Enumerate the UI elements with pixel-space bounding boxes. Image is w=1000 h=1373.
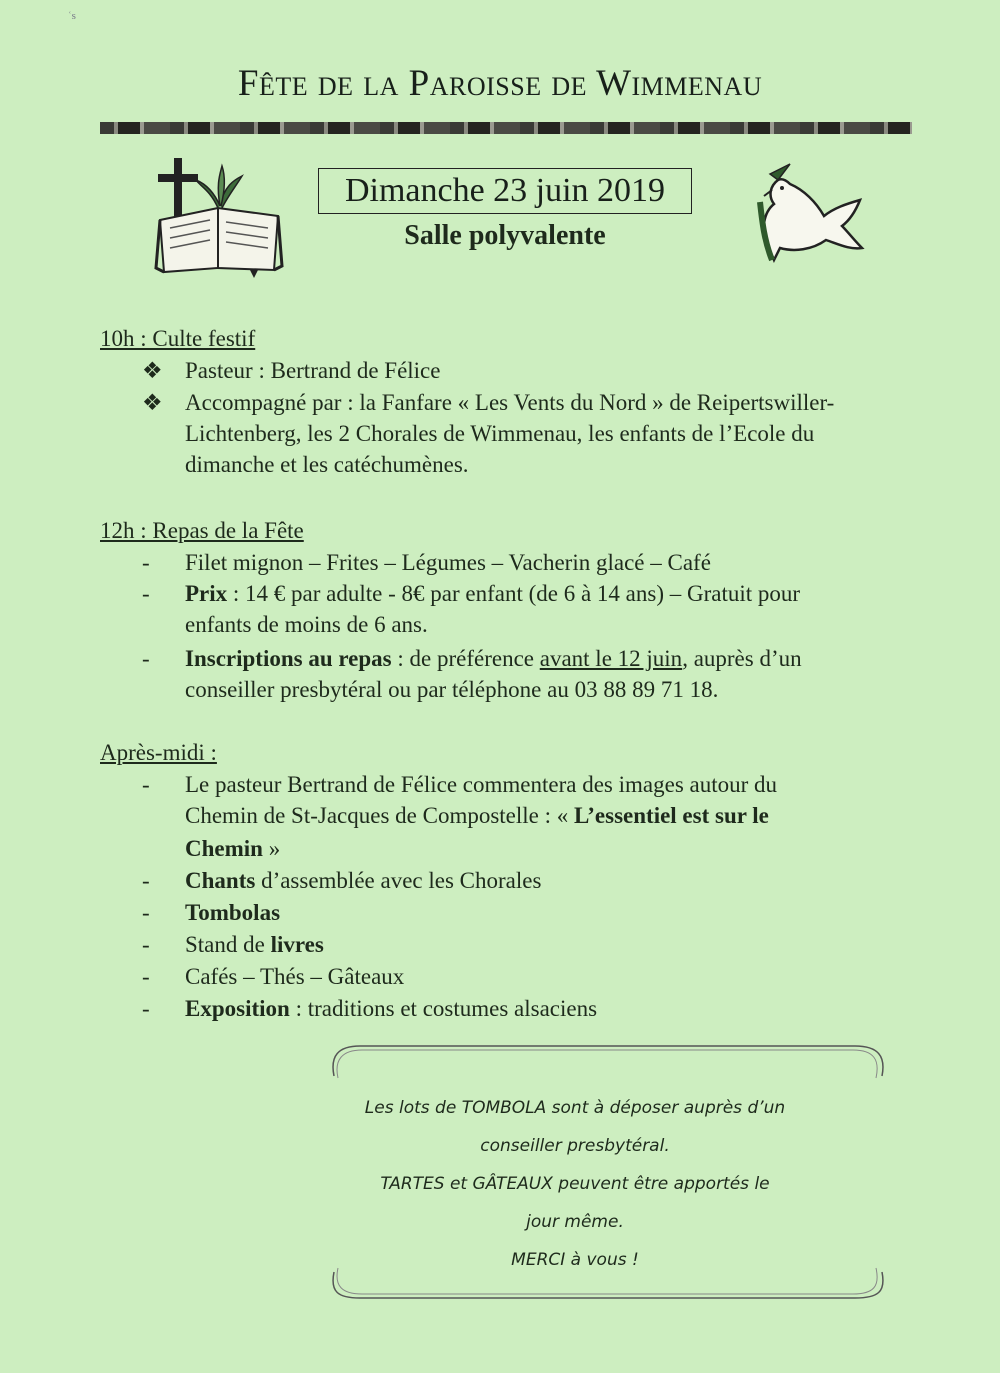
essentiel-quote-a: L’essentiel est sur le bbox=[574, 803, 769, 828]
list-item-accompagne-line1: Accompagné par : la Fanfare « Les Vents du Nord » de Reipertswiller- bbox=[185, 390, 835, 415]
list-item-tombolas bbox=[185, 900, 280, 926]
note-line-5: MERCI à vous ! bbox=[511, 1250, 639, 1270]
tombolas-label: Tombolas bbox=[185, 900, 281, 925]
exposition-text: : traditions et costumes alsaciens bbox=[289, 996, 598, 1021]
dash-marker: - bbox=[142, 900, 150, 925]
event-date: Dimanche 23 juin 2019 bbox=[318, 168, 692, 214]
note-line-2: conseiller presbytéral. bbox=[480, 1136, 670, 1156]
list-item-menu: Filet mignon – Frites – Légumes – Vacherin glacé – Café bbox=[185, 550, 711, 575]
prix-text: : 14 € par adulte - 8€ par enfant (de 6 à 14 ans) – Gratuit pour bbox=[227, 581, 801, 606]
list-item-accompagne-line2: Lichtenberg, les 2 Chorales de Wimmenau, les enfants de l’Ecole du bbox=[185, 421, 815, 446]
bullet-marker: ❖ bbox=[142, 390, 163, 415]
dash-marker: - bbox=[142, 772, 150, 797]
list-item-pasteur-images-line2 bbox=[185, 803, 769, 829]
inscriptions-deadline: avant le 12 juin bbox=[539, 646, 683, 671]
list-item-prix-line2: enfants de moins de 6 ans. bbox=[185, 612, 428, 637]
list-item-prix-line1 bbox=[185, 581, 800, 607]
chants-text: d’assemblée avec les Chorales bbox=[255, 868, 542, 893]
inscriptions-label: Inscriptions au repas bbox=[185, 646, 392, 671]
dash-marker: - bbox=[142, 550, 150, 575]
bullet-marker: ❖ bbox=[142, 358, 163, 383]
corner-mark: ʿs bbox=[68, 10, 76, 22]
essentiel-quote-b: Chemin bbox=[185, 836, 263, 861]
inscriptions-text-a: : de préférence bbox=[391, 646, 540, 671]
dash-marker: - bbox=[142, 932, 150, 957]
section-heading-repas: 12h : Repas de la Fête bbox=[100, 518, 304, 543]
dash-marker: - bbox=[142, 964, 150, 989]
page-title: Fête de la Paroisse de Wimmenau bbox=[237, 63, 763, 104]
section-heading-culte: 10h : Culte festif bbox=[100, 326, 256, 351]
note-line-1: Les lots de TOMBOLA sont à déposer auprès d’un bbox=[364, 1098, 786, 1118]
prix-label: Prix bbox=[185, 581, 228, 606]
dash-marker: - bbox=[142, 868, 150, 893]
list-item-chants bbox=[185, 868, 541, 894]
dash-marker: - bbox=[142, 646, 150, 671]
cross-book-icon bbox=[150, 150, 290, 280]
note-line-4: jour même. bbox=[526, 1212, 624, 1232]
list-item-cafes: Cafés – Thés – Gâteaux bbox=[185, 964, 405, 989]
list-item-pasteur-images-line1: Le pasteur Bertrand de Félice commentera des images autour du bbox=[185, 772, 778, 797]
section-heading-apres-midi: Après-midi : bbox=[100, 740, 217, 765]
livres-label: livres bbox=[270, 932, 324, 957]
exposition-label: Exposition bbox=[185, 996, 290, 1021]
decorative-divider bbox=[100, 122, 912, 134]
quote-close: » bbox=[262, 836, 281, 861]
note-line-3: TARTES et GÂTEAUX peuvent être apportés le bbox=[380, 1174, 770, 1194]
chants-label: Chants bbox=[185, 868, 256, 893]
livres-text: Stand de bbox=[185, 932, 271, 957]
list-item-accompagne-line3: dimanche et les catéchumènes. bbox=[185, 452, 469, 477]
list-item-inscriptions-line1 bbox=[185, 646, 802, 672]
compostelle-text: Chemin de St-Jacques de Compostelle : « bbox=[185, 803, 575, 828]
inscriptions-text-b: , auprès d’un bbox=[682, 646, 802, 671]
list-item-pasteur-images-line3 bbox=[185, 836, 280, 862]
list-item-inscriptions-line2: conseiller presbytéral ou par téléphone au 03 88 89 71 18. bbox=[185, 677, 719, 702]
event-venue: Salle polyvalente bbox=[404, 220, 606, 251]
dash-marker: - bbox=[142, 996, 150, 1021]
list-item-exposition bbox=[185, 996, 597, 1022]
dash-marker: - bbox=[142, 581, 150, 606]
dove-icon bbox=[750, 160, 870, 270]
list-item-livres bbox=[185, 932, 324, 958]
list-item-pasteur: Pasteur : Bertrand de Félice bbox=[185, 358, 441, 383]
